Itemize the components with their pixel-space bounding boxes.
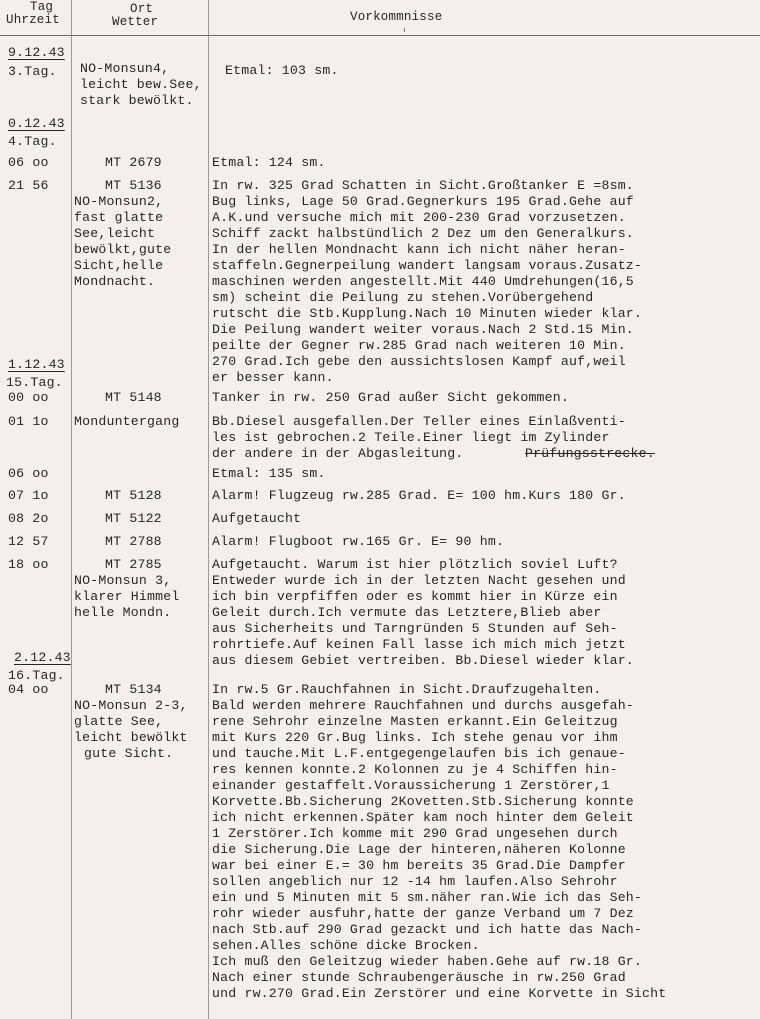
entry-time: 18 oo xyxy=(8,557,49,572)
log-line: rohr wieder ausfuhr,hatte der ganze Verband um 7 Dez xyxy=(212,906,634,921)
log-line: maschinen werden angestellt.Mit 440 Umdrehungen(16,5 xyxy=(212,274,634,289)
log-line: Tanker in rw. 250 Grad außer Sicht gekommen. xyxy=(212,390,570,405)
log-line: rutscht die Stb.Kupplung.Nach 10 Minuten wieder klar. xyxy=(212,306,643,321)
log-line: les ist gebrochen.2 Teile.Einer liegt im Zylinder xyxy=(212,430,610,445)
entry-time: 00 oo xyxy=(8,390,49,405)
weather-line: glatte See, xyxy=(74,714,164,729)
log-line: aus Sicherheits und Tarngründen 5 Stunden auf Seh- xyxy=(212,621,618,636)
column-rule-left xyxy=(71,0,72,1019)
entry-time: 21 56 xyxy=(8,178,49,193)
day-count: 15.Tag. xyxy=(6,375,63,390)
weather-line: See,leicht xyxy=(74,226,156,241)
log-line: nach Stb.auf 290 Grad gezackt und ich hatte das Nach- xyxy=(212,922,643,937)
entry-time: 08 2o xyxy=(8,511,49,526)
log-line: und tauche.Mit L.F.entgegengelaufen bis ich genaue- xyxy=(212,746,626,761)
log-line: Bug links, Lage 50 Grad.Gegnerkurs 195 Grad.Gehe auf xyxy=(212,194,634,209)
struck-text: Prüfungsstrecke. xyxy=(525,446,655,461)
weather-line: NO-Monsun2, xyxy=(74,194,164,209)
log-line: ich bin verpfiffen oder es kommt hier in Kürze ein xyxy=(212,589,618,604)
entry-position: MT 5134 xyxy=(105,682,162,697)
entry-position: MT 5136 xyxy=(105,178,162,193)
log-line: Bb.Diesel ausgefallen.Der Teller eines Einlaßventi- xyxy=(212,414,626,429)
header-tick xyxy=(404,28,405,32)
log-line: Die Peilung wandert weiter voraus.Nach 2 Std.15 Min. xyxy=(212,322,634,337)
weather-line: NO-Monsun 3, xyxy=(74,573,172,588)
entry-time: 01 1o xyxy=(8,414,49,429)
log-line: war bei einer E.= 30 hm bereits 35 Grad.Die Dampfer xyxy=(212,858,626,873)
weather-line: bewölkt,gute xyxy=(74,242,172,257)
header-tag: Tag xyxy=(30,0,54,14)
log-line: Korvette.Bb.Sicherung 2Kovetten.Stb.Sicherung konnte xyxy=(212,794,634,809)
weather-line: helle Mondn. xyxy=(74,605,172,620)
log-line: die Sicherung.Die Lage der hinteren,näheren Kolonne xyxy=(212,842,626,857)
etmal-entry: Etmal: 124 sm. xyxy=(212,155,326,170)
date-0-12-43: 0.12.43 xyxy=(8,116,65,131)
log-line: Entweder wurde ich in der letzten Nacht gesehen und xyxy=(212,573,626,588)
weather-line: Mondnacht. xyxy=(74,274,156,289)
log-line: Aufgetaucht. Warum ist hier plötzlich soviel Luft? xyxy=(212,557,618,572)
entry-time: 12 57 xyxy=(8,534,49,549)
date-9-12-43: 9.12.43 xyxy=(8,45,65,60)
date-2-12-43: 2.12.43 xyxy=(14,650,71,665)
etmal-entry: Etmal: 103 sm. xyxy=(225,63,339,78)
etmal-entry: Etmal: 135 sm. xyxy=(212,466,326,481)
entry-position: MT 2785 xyxy=(105,557,162,572)
entry-position: MT 2788 xyxy=(105,534,162,549)
header-rule xyxy=(0,35,760,36)
log-line: In der hellen Mondnacht kann ich nicht näher heran- xyxy=(212,242,626,257)
entry-time: 04 oo xyxy=(8,682,49,697)
log-line: rene Sehrohr einzelne Masten erkannt.Ein Geleitzug xyxy=(212,714,618,729)
entry-position: MT 5128 xyxy=(105,488,162,503)
weather-line: leicht bew.See, xyxy=(80,77,202,92)
entry-time: 07 1o xyxy=(8,488,49,503)
log-line: A.K.und versuche mich mit 200-230 Grad vorzusetzen. xyxy=(212,210,626,225)
weather-line: gute Sicht. xyxy=(84,746,174,761)
log-line: staffeln.Gegnerpeilung wandert langsam voraus.Zusatz- xyxy=(212,258,643,273)
log-line: ein und 5 Minuten mit 5 sm.näher ran.Wie ich das Seh- xyxy=(212,890,643,905)
log-line: Nach einer stunde Schraubengeräusche in rw.250 Grad xyxy=(212,970,626,985)
log-line: mit Kurs 220 Gr.Bug links. Ich stehe genau vor ihm xyxy=(212,730,618,745)
log-line: sm) scheint die Peilung zu stehen.Vorübergehend xyxy=(212,290,594,305)
weather-line: leicht bewölkt xyxy=(74,730,188,745)
log-line: 1 Zerstörer.Ich komme mit 290 Grad ungesehen durch xyxy=(212,826,618,841)
entry-position: MT 2679 xyxy=(105,155,162,170)
log-line: Schiff zackt halbstündlich 2 Dez um den Generalkurs. xyxy=(212,226,634,241)
log-line: In rw.5 Gr.Rauchfahnen in Sicht.Draufzugehalten. xyxy=(212,682,602,697)
column-rule-right xyxy=(208,0,209,1019)
log-line: Geleit durch.Ich vermute das Letztere,Blieb aber xyxy=(212,605,602,620)
entry-position: MT 5148 xyxy=(105,390,162,405)
weather-line: fast glatte xyxy=(74,210,164,225)
log-line: Alarm! Flugzeug rw.285 Grad. E= 100 hm.Kurs 180 Gr. xyxy=(212,488,626,503)
log-line: der andere in der Abgasleitung. xyxy=(212,446,464,461)
day-count: 4.Tag. xyxy=(8,134,57,149)
log-line: Alarm! Flugboot rw.165 Gr. E= 90 hm. xyxy=(212,534,505,549)
log-line: er besser kann. xyxy=(212,370,334,385)
log-line: 270 Grad.Ich gebe den aussichtslosen Kampf auf,weil xyxy=(212,354,626,369)
header-ort: Ort xyxy=(130,2,154,16)
log-line: Ich muß den Geleitzug wieder haben.Gehe auf rw.18 Gr. xyxy=(212,954,643,969)
log-line: aus diesem Gebiet vertreiben. Bb.Diesel wieder klar. xyxy=(212,653,634,668)
weather-line: klarer Himmel xyxy=(74,589,180,604)
weather-line: Sicht,helle xyxy=(74,258,164,273)
header-uhrzeit: Uhrzeit xyxy=(6,13,60,27)
day-count: 3.Tag. xyxy=(8,64,57,79)
entry-position: MT 5122 xyxy=(105,511,162,526)
date-1-12-43: 1.12.43 xyxy=(8,357,65,372)
log-line: sollen angeblich nur 12 -14 hm laufen.Also Sehrohr xyxy=(212,874,618,889)
log-line: res kennen konnte.2 Kolonnen zu je 4 Schiffen hin- xyxy=(212,762,618,777)
weather-line: stark bewölkt. xyxy=(80,93,194,108)
header-vorkommnisse: Vorkommnisse xyxy=(350,10,443,24)
log-line: Bald werden mehrere Rauchfahnen und durchs ausgefah- xyxy=(212,698,634,713)
weather-line: NO-Monsun4, xyxy=(80,61,170,76)
log-line: und rw.270 Grad.Ein Zerstörer und eine Korvette in Sicht xyxy=(212,986,667,1001)
log-line: Aufgetaucht xyxy=(212,511,302,526)
log-line: sehen.Alles schöne dicke Brocken. xyxy=(212,938,480,953)
entry-time: 06 oo xyxy=(8,466,49,481)
log-line: einander gestaffelt.Voraussicherung 1 Zerstörer,1 xyxy=(212,778,610,793)
entry-time: 06 oo xyxy=(8,155,49,170)
entry-position: Monduntergang xyxy=(74,414,180,429)
log-line: In rw. 325 Grad Schatten in Sicht.Großtanker E =8sm. xyxy=(212,178,634,193)
log-line: peilte der Gegner rw.285 Grad nach weiteren 10 Min. xyxy=(212,338,626,353)
log-line: rohrtiefe.Auf keinen Fall lasse ich mich mich jetzt xyxy=(212,637,626,652)
day-count: 16.Tag. xyxy=(8,668,65,683)
weather-line: NO-Monsun 2-3, xyxy=(74,698,188,713)
header-wetter: Wetter xyxy=(112,15,159,29)
log-line: ich nicht erkennen.Später kam noch hinter dem Geleit xyxy=(212,810,634,825)
